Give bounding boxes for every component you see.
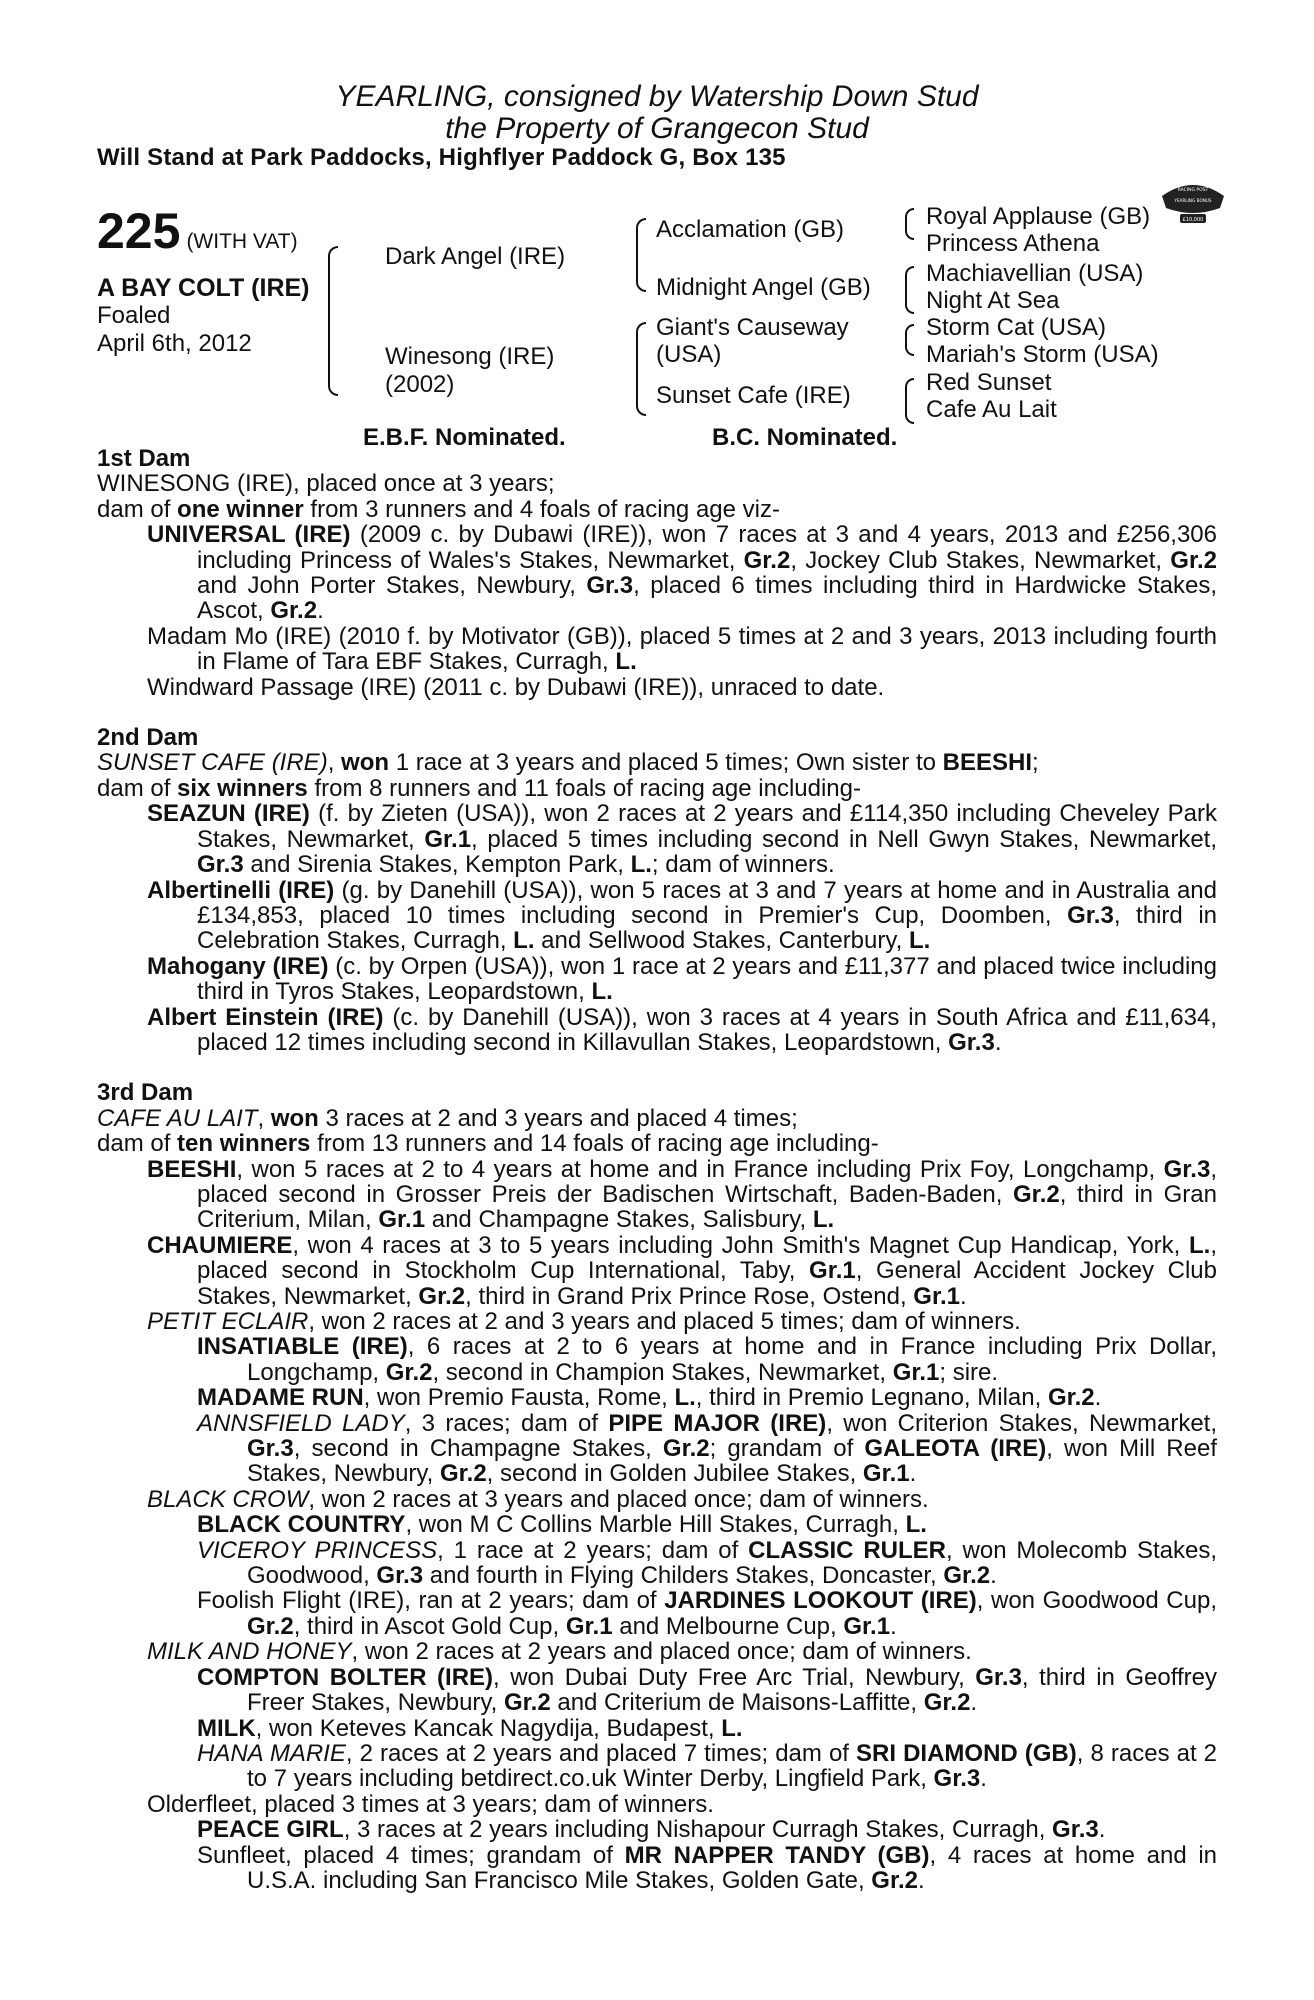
dam-dam: Sunset Cafe (IRE) — [656, 382, 851, 409]
pedigree-brace-3c — [905, 324, 914, 356]
produce-entry: MADAME RUN, won Premio Fausta, Rome, L., third in Premio Legnano, Milan, Gr.2. — [197, 1384, 1102, 1412]
produce-entry: PETIT ECLAIR, won 2 races at 2 and 3 years and placed 5 times; dam of winners. — [147, 1308, 1021, 1335]
lot-number-line — [97, 202, 298, 260]
pedigree-brace-3d — [905, 378, 914, 424]
dam-sire: Giant's Causeway — [656, 314, 849, 341]
sire-dam: Midnight Angel (GB) — [656, 274, 871, 301]
foaled-label: Foaled — [97, 302, 171, 329]
bc-nominated: B.C. Nominated. — [712, 424, 898, 451]
property-line: the Property of Grangecon Stud — [445, 112, 869, 145]
first-dam-record: WINESONG (IRE), placed once at 3 years; — [97, 470, 555, 498]
foaled-date: April 6th, 2012 — [97, 330, 252, 357]
produce-entry: UNIVERSAL (IRE) (2009 c. by Dubawi (IRE)), won 7 races at 3 and 4 years, 2013 and £256,306 including Princess of Wales's Stakes, Newmarket, Gr.2, Jockey Club Stakes, Newmarket, Gr.2 and John Porter Stakes, Newbury, Gr.3, placed 6 times including third in Hardwicke Stakes, Ascot, Gr.2. — [147, 521, 1218, 625]
produce-entry: Olderfleet, placed 3 times at 3 years; dam of winners. — [147, 1790, 714, 1818]
produce-entry: Foolish Flight (IRE), ran at 2 years; dam of JARDINES LOOKOUT (IRE), won Goodwood Cup, Gr.2, third in Ascot Gold Cup, Gr.1 and Melbourne Cup, Gr.1. — [197, 1587, 1217, 1640]
third-dam-produce: dam of ten winners from 13 runners and 14 foals of racing age including- — [97, 1130, 879, 1158]
grand-ancestor-6: Mariah's Storm (USA) — [926, 341, 1159, 368]
produce-entry: CHAUMIERE, won 4 races at 3 to 5 years including John Smith's Magnet Cup Handicap, York, L., placed second in Stockholm Cup International, Taby, Gr.1, General Accident Jockey Club Stakes, Newmarket, Gr.2, third in Grand Prix Prince Rose, Ostend, Gr.1. — [147, 1231, 1217, 1310]
second-dam-heading: 2nd Dam — [97, 724, 199, 752]
badge-line1: RACING POST — [1177, 188, 1209, 193]
badge-amount: £10,000 — [1182, 217, 1204, 223]
produce-entry: BLACK COUNTRY, won M C Collins Marble Hill Stakes, Curragh, L. — [197, 1511, 927, 1539]
pedigree-brace-2b — [636, 322, 646, 416]
produce-record — [97, 446, 1217, 1893]
produce-entry: Windward Passage (IRE) (2011 c. by Dubawi (IRE)), unraced to date. — [147, 673, 885, 701]
produce-entry: BEESHI, won 5 races at 2 to 4 years at home and in France including Prix Foy, Longchamp, Gr.3, placed second in Grosser Preis der Badischen Wirtschaft, Baden-Baden, Gr.2, third in Gran Criterium, Milan, Gr.1 and Champagne Stakes, Salisbury, L. — [147, 1155, 1217, 1234]
produce-entry: HANA MARIE, 2 races at 2 years and placed 7 times; dam of SRI DIAMOND (GB), 8 races at 2 to 7 years including betdirect.co.uk Winter Derby, Lingfield Park, Gr.3. — [197, 1739, 1218, 1793]
produce-entry: PEACE GIRL, 3 races at 2 years including Nishapour Curragh Stakes, Curragh, Gr.3. — [197, 1816, 1106, 1844]
second-dam-record: SUNSET CAFE (IRE), won 1 race at 3 years and placed 5 times; Own sister to BEESHI; — [97, 749, 1039, 777]
produce-entry: MILK, won Keteves Kancak Nagydija, Budapest, L. — [197, 1714, 743, 1742]
produce-entry: Madam Mo (IRE) (2010 f. by Motivator (GB)), placed 5 times at 2 and 3 years, 2013 including fourth in Flame of Tara EBF Stakes, Curragh, L. — [147, 622, 1217, 676]
produce-entry: COMPTON BOLTER (IRE), won Dubai Duty Free Arc Trial, Newbury, Gr.3, third in Geoffrey Freer Stakes, Newbury, Gr.2 and Criterium de Maisons-Laffitte, Gr.2. — [197, 1663, 1217, 1717]
grand-ancestor-2: Princess Athena — [926, 230, 1100, 257]
lot-number: 225 — [97, 203, 181, 259]
dam: Winesong (IRE) — [385, 343, 555, 370]
sire: Dark Angel (IRE) — [385, 243, 566, 270]
produce-entry: Sunfleet, placed 4 times; grandam of MR NAPPER TANDY (GB), 4 races at home and in U.S.A. including San Francisco Mile Stakes, Golden Gate, Gr.2. — [197, 1841, 1218, 1894]
third-dam-record: CAFE AU LAIT, won 3 races at 2 and 3 years and placed 4 times; — [97, 1104, 798, 1132]
produce-entry: INSATIABLE (IRE), 6 races at 2 to 6 years at home and in France including Prix Dollar, Longchamp, Gr.2, second in Champion Stakes, Newmarket, Gr.1; sire. — [197, 1333, 1217, 1386]
vat-label: (WITH VAT) — [186, 230, 298, 253]
produce-entry: SEAZUN (IRE) (f. by Zieten (USA)), won 2 races at 2 years and £114,350 including Cheveley Park Stakes, Newmarket, Gr.1, placed 5 times including second in Nell Gwyn Stakes, Newmarket, Gr.3 and Sirenia Stakes, Kempton Park, L.; dam of winners. — [147, 800, 1218, 879]
grand-ancestor-5: Storm Cat (USA) — [926, 314, 1107, 341]
stand-location: Will Stand at Park Paddocks, Highflyer Paddock G, Box 135 — [97, 144, 786, 171]
badge-line2: YEARLING BONUS — [1174, 198, 1212, 203]
sire-sire: Acclamation (GB) — [656, 216, 845, 243]
yearling-bonus-badge — [1158, 178, 1228, 224]
pedigree-brace-1 — [328, 246, 338, 396]
consignor-line: YEARLING, consigned by Watership Down Stud — [335, 80, 979, 113]
lot-name: A BAY COLT (IRE) — [97, 274, 310, 302]
pedigree-brace-3a — [905, 208, 914, 240]
grand-ancestor-1: Royal Applause (GB) — [926, 203, 1151, 230]
produce-entry: ANNSFIELD LADY, 3 races; dam of PIPE MAJOR (IRE), won Criterion Stakes, Newmarket, Gr.3, second in Champagne Stakes, Gr.2; grandam of GALEOTA (IRE), won Mill Reef Stakes, Newbury, Gr.2, second in Golden Jubilee Stakes, Gr.1. — [197, 1409, 1217, 1488]
dam-sire-country: (USA) — [656, 341, 722, 368]
third-dam-heading: 3rd Dam — [97, 1079, 194, 1107]
pedigree-brace-2a — [636, 218, 646, 292]
produce-entry: BLACK CROW, won 2 races at 3 years and placed once; dam of winners. — [147, 1485, 929, 1513]
produce-entry: Albert Einstein (IRE) (c. by Danehill (USA)), won 3 races at 4 years in South Africa and £11,634, placed 12 times including second in Killavullan Stakes, Leopardstown, Gr.3. — [147, 1003, 1217, 1056]
first-dam-heading: 1st Dam — [97, 445, 191, 472]
grand-ancestor-7: Red Sunset — [926, 369, 1052, 396]
pedigree-brace-3b — [905, 266, 914, 314]
grand-ancestor-8: Cafe Au Lait — [926, 396, 1057, 423]
produce-entry: MILK AND HONEY, won 2 races at 2 years and placed once; dam of winners. — [147, 1638, 972, 1666]
produce-entry: Albertinelli (IRE) (g. by Danehill (USA)), won 5 races at 3 and 7 years at home and in Australia and £134,853, placed 10 times including second in Premier's Cup, Doomben, Gr.3, third in Celebration Stakes, Curragh, L. and Sellwood Stakes, Canterbury, L. — [147, 876, 1217, 955]
second-dam-produce: dam of six winners from 8 runners and 11 foals of racing age including- — [97, 774, 861, 802]
grand-ancestor-3: Machiavellian (USA) — [926, 260, 1144, 287]
produce-entry: Mahogany (IRE) (c. by Orpen (USA)), won 1 race at 2 years and £11,377 and placed twice including third in Tyros Stakes, Leopardstown, L. — [147, 952, 1217, 1006]
produce-entry: VICEROY PRINCESS, 1 race at 2 years; dam of CLASSIC RULER, won Molecomb Stakes, Goodwood, Gr.3 and fourth in Flying Childers Stakes, Doncaster, Gr.2. — [197, 1536, 1218, 1590]
dam-year: (2002) — [385, 371, 455, 398]
ebf-nominated: E.B.F. Nominated. — [363, 424, 566, 451]
first-dam-produce: dam of one winner from 3 runners and 4 foals of racing age viz- — [97, 495, 780, 523]
grand-ancestor-4: Night At Sea — [926, 287, 1060, 314]
